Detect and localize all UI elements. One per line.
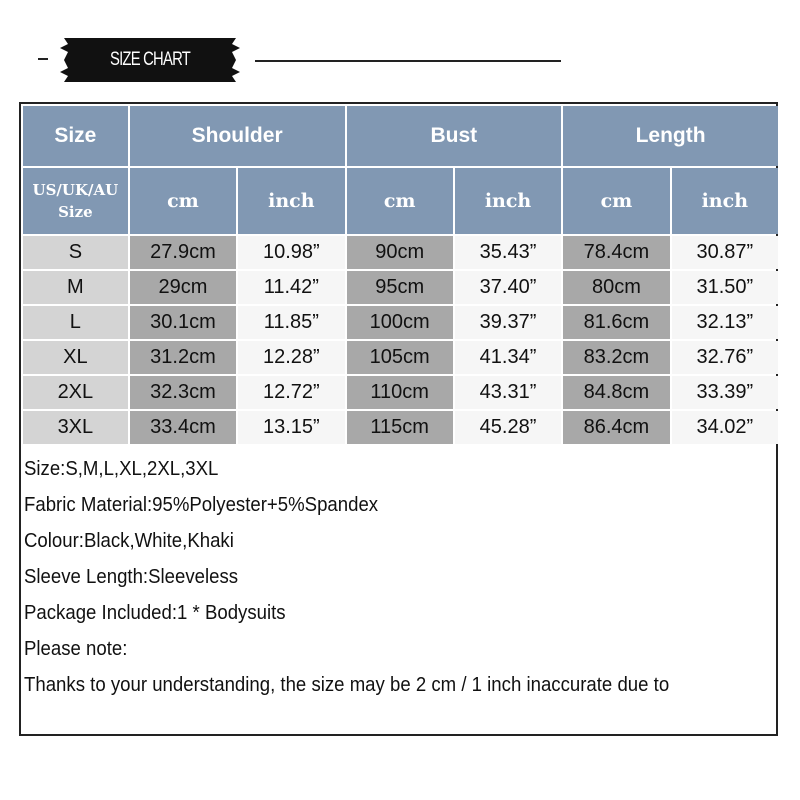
size-table (21, 104, 780, 446)
cell-size: 2XL (23, 376, 128, 409)
cell-bust-cm: 100cm (347, 306, 453, 339)
cell-length-cm: 81.6cm (563, 306, 669, 339)
unit-bust-cm: cm (347, 168, 453, 234)
cell-size: 3XL (23, 411, 128, 444)
cell-bust-cm: 90cm (347, 236, 453, 269)
info-package: Package Included:1 * Bodysuits (24, 602, 286, 624)
cell-shoulder-inch: 11.85” (238, 306, 344, 339)
cell-bust-inch: 41.34” (455, 341, 561, 374)
info-note-text: Thanks to your understanding, the size may be 2 cm / 1 inch inaccurate due to (24, 674, 670, 696)
cell-bust-inch: 39.37” (455, 306, 561, 339)
cell-bust-inch: 35.43” (455, 236, 561, 269)
cell-shoulder-cm: 33.4cm (130, 411, 236, 444)
cell-shoulder-inch: 13.15” (238, 411, 344, 444)
cell-bust-cm: 115cm (347, 411, 453, 444)
region-label: US/UK/AU (32, 181, 119, 199)
cell-size: XL (23, 341, 128, 374)
cell-bust-cm: 95cm (347, 271, 453, 304)
cell-size: S (23, 236, 128, 269)
cell-shoulder-cm: 29cm (130, 271, 236, 304)
info-colour: Colour:Black,White,Khaki (24, 530, 234, 552)
cell-shoulder-inch: 12.72” (238, 376, 344, 409)
cell-shoulder-cm: 27.9cm (130, 236, 236, 269)
cell-length-cm: 78.4cm (563, 236, 669, 269)
cell-length-cm: 86.4cm (563, 411, 669, 444)
cell-length-inch: 33.39” (672, 376, 778, 409)
cell-shoulder-cm: 32.3cm (130, 376, 236, 409)
header-region-size (23, 168, 128, 234)
cell-length-inch: 32.13” (672, 306, 778, 339)
unit-length-inch: inch (672, 168, 778, 234)
header-length: Length (563, 106, 778, 166)
table-row (23, 236, 778, 269)
unit-length-cm: cm (563, 168, 669, 234)
unit-bust-inch: inch (455, 168, 561, 234)
unit-shoulder-inch: inch (238, 168, 344, 234)
cell-length-inch: 32.76” (672, 341, 778, 374)
cell-shoulder-cm: 31.2cm (130, 341, 236, 374)
header-rule (255, 60, 561, 62)
table-unit-row (23, 168, 778, 234)
cell-bust-inch: 43.31” (455, 376, 561, 409)
info-sleeve: Sleeve Length:Sleeveless (24, 566, 239, 588)
cell-bust-inch: 37.40” (455, 271, 561, 304)
header-size: Size (23, 106, 128, 166)
info-note-label: Please note: (24, 638, 128, 660)
cell-length-cm: 80cm (563, 271, 669, 304)
cell-shoulder-inch: 10.98” (238, 236, 344, 269)
cell-size: M (23, 271, 128, 304)
info-sizes: Size:S,M,L,XL,2XL,3XL (24, 458, 219, 480)
cell-length-inch: 34.02” (672, 411, 778, 444)
header-shoulder: Shoulder (130, 106, 345, 166)
cell-length-inch: 31.50” (672, 271, 778, 304)
cell-length-cm: 83.2cm (563, 341, 669, 374)
table-row (23, 271, 778, 304)
cell-bust-cm: 110cm (347, 376, 453, 409)
cell-size: L (23, 306, 128, 339)
header-bust: Bust (347, 106, 562, 166)
cell-shoulder-cm: 30.1cm (130, 306, 236, 339)
size-label: Size (58, 203, 93, 221)
table-row (23, 341, 778, 374)
cell-length-inch: 30.87” (672, 236, 778, 269)
cell-length-cm: 84.8cm (563, 376, 669, 409)
table-row (23, 306, 778, 339)
page-title: SIZE CHART (109, 49, 191, 70)
cell-bust-cm: 105cm (347, 341, 453, 374)
cell-bust-inch: 45.28” (455, 411, 561, 444)
cell-shoulder-inch: 12.28” (238, 341, 344, 374)
header-dash (38, 58, 48, 60)
table-row (23, 376, 778, 409)
info-material: Fabric Material:95%Polyester+5%Spandex (24, 494, 379, 516)
cell-shoulder-inch: 11.42” (238, 271, 344, 304)
table-row (23, 411, 778, 444)
unit-shoulder-cm: cm (130, 168, 236, 234)
table-header-row (23, 106, 778, 166)
